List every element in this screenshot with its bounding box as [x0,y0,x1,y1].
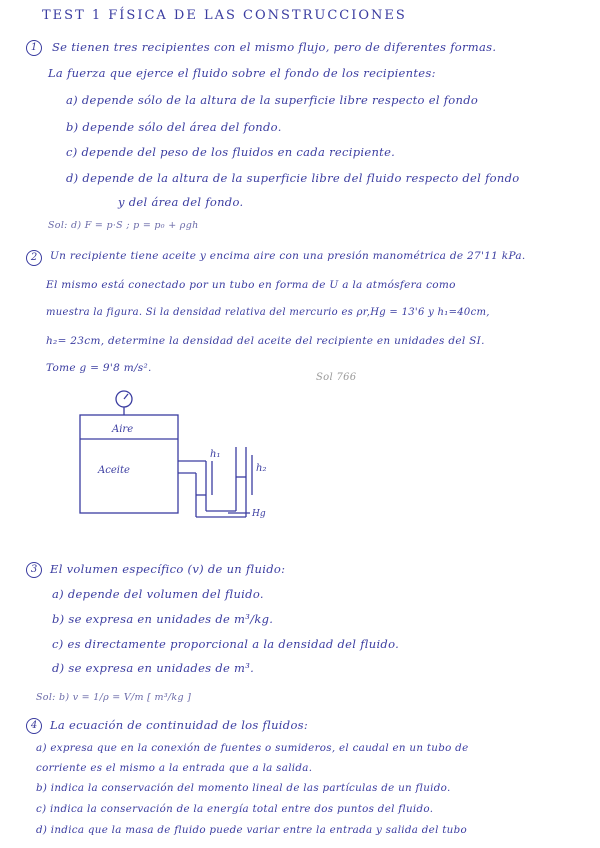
q3-option-d: d) se expresa en unidades de m³. [52,661,255,675]
q1-option-b: b) depende sólo del área del fondo. [66,120,282,134]
question-number-4: 4 [26,718,42,734]
q1-option-d-cont: y del área del fondo. [118,195,244,209]
pressure-gauge-icon [116,391,132,407]
q2-line1: Un recipiente tiene aceite y encima aire con una presión manométrica de 27'11 kPa. [50,250,526,262]
label-hg: Hg [252,509,266,519]
q1-stem-line1: Se tienen tres recipientes con el mismo flujo, pero de diferentes formas. [52,40,497,54]
q4-option-c: c) indica la conservación de la energía total entre dos puntos del fluido. [36,803,434,815]
question-number-3: 3 [26,562,42,578]
q4-option-d: d) indica que la masa de fluido puede variar entre la entrada y salida del tubo [36,824,467,836]
manometer-diagram [60,385,280,525]
q1-solution: Sol: d) F = p·S ; p = p₀ + ρgh [48,220,199,231]
q1-option-a: a) depende sólo de la altura de la superficie libre respecto el fondo [66,93,479,107]
label-h1: h₁ [210,449,221,460]
question-number-2: 2 [26,250,42,266]
q3-solution: Sol: b) v = 1/ρ = V/m [ m³/kg ] [36,692,192,703]
q4-stem: La ecuación de continuidad de los fluidos: [50,718,309,732]
q4-option-a: a) expresa que en la conexión de fuentes o sumideros, el caudal en un tubo de [36,742,469,754]
label-air: Aire [112,424,134,435]
q3-stem: El volumen específico (v) de un fluido: [50,562,286,576]
q1-option-c: c) depende del peso de los fluidos en cada recipiente. [66,145,396,159]
q4-option-b: b) indica la conservación del momento lineal de las partículas de un fluido. [36,782,451,794]
q1-stem-line2: La fuerza que ejerce el fluido sobre el fondo de los recipientes: [48,66,436,80]
q2-line2: El mismo está conectado por un tubo en forma de U a la atmósfera como [46,279,456,291]
label-h2: h₂ [256,463,267,474]
q4-option-a-cont: corriente es el mismo a la entrada que a la salida. [36,762,313,774]
label-oil: Aceite [98,465,130,476]
q2-pencil-note: Sol 766 [316,372,357,383]
q3-option-a: a) depende del volumen del fluido. [52,587,264,601]
q2-tome: Tome g = 9'8 m/s². [46,362,152,374]
q2-line3: muestra la figura. Si la densidad relativa del mercurio es ρr,Hg = 13'6 y h₁=40cm, [46,307,490,318]
q3-option-b: b) se expresa en unidades de m³/kg. [52,612,274,626]
q1-option-d: d) depende de la altura de la superficie libre del fluido respecto del fondo [66,171,520,185]
question-number-1: 1 [26,40,42,56]
page-title: TEST 1 FÍSICA DE LAS CONSTRUCCIONES [42,8,407,23]
q2-line4: h₂= 23cm, determine la densidad del aceite del recipiente en unidades del SI. [46,335,485,347]
q3-option-c: c) es directamente proporcional a la densidad del fluido. [52,637,400,651]
